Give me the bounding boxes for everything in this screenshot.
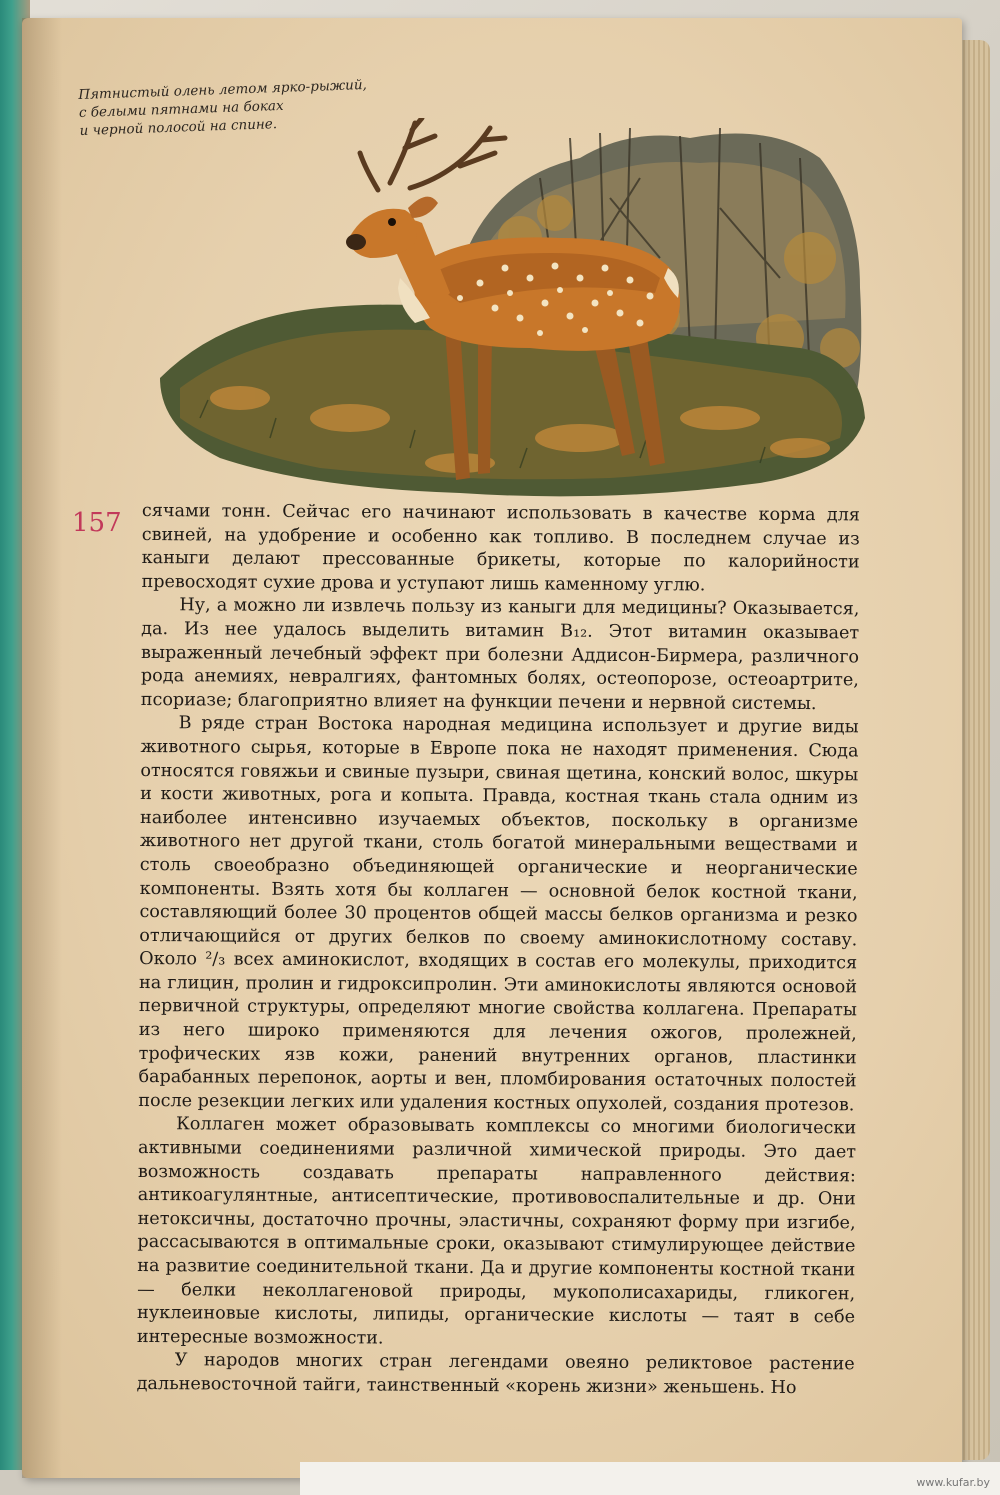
illustration-caption: Пятнистый олень летом ярко-рыжий, с белыми пятнами на боках и черной полосой на спине. [78,76,368,139]
page-number: 157 [72,508,122,538]
paragraph: У народов многих стран легендами овеяно реликтовое растение дальневосточной тайги, таинственный «корень жизни» женьшень. Но [136,1350,855,1398]
paragraph: Коллаген может образовывать комплексы со многими биологически активными соединениями различной химической природы. Это дает возможность создавать препараты направленного действия: антикоагулянтные, антисептические, противовоспалительные и др. Они нетоксичны, достаточно прочны, эластичны, сохраняют форму при изгибе, рассасываются в оптимальные сроки, оказывают стимулирующее действие на развитие соединительной ткани. Да и другие компоненты костной ткани — белки неколлагеновой природы, мукополисахариды, гликоген, нуклеиновые кислоты, липиды, органические кислоты — таят в себе интересные возможности. [136,1114,857,1349]
body-text [137,500,860,1401]
watermark: www.kufar.by [916,1476,990,1489]
spine-shadow [22,18,62,1478]
spotted-deer-illustration [160,118,870,498]
paragraph: сячами тонн. Сейчас его начинают использовать в качестве корма для свиней, на удобрение и особенно как топливо. В последнем случае из каныги делают прессованные брикеты, которые по калорийности превосходят сухие дрова и уступают лишь каменному углю. [141,500,860,596]
paragraph: В ряде стран Востока народная медицина использует и другие виды животного сырья, которые в Европе пока не находят применения. Сюда относятся говяжьи и свиные пузыри, свиная щетина, конский волос, шкуры и кости животных, рога и копыта. Правда, костная ткань стала одним из наиболее интенсивно изучаемых объектов, поскольку в организме животного нет другой ткани, столь богатой минеральными веществами и столь своеобразно объединяющей органические и неорганические компоненты. Взять хотя бы коллаген — основной белок костной ткани, составляющий более 30 процентов общей массы белков организма и резко отличающийся от других белков по своему аминокислотному составу. Около ²/₃ всех аминокислот, входящих в состав его молекулы, приходится на глицин, пролин и гидроксипролин. Эти аминокислоты являются основой первичной структуры, определяют многие свойства коллагена. Препараты из него широко применяются для лечения ожогов, пролежней, трофических язв кожи, ранений внутренних органов, пластинки барабанных перепонок, аорты и вен, пломбирования остаточных полостей после резекции легких или удаления костных опухолей, создания протезов. [138,713,859,1116]
paragraph: Ну, а можно ли извлечь пользу из каныги для медицины? Оказывается, да. Из нее удалось выделить витамин B₁₂. Этот витамин оказывает выраженный лечебный эффект при болезни Аддисон-Бирмера, различного рода анемиях, невралгиях, фантомных болях, остеопорозе, остеоартрите, псориазе; благоприятно влияет на функции печени и нервной системы. [140,595,860,714]
white-surface-strip [300,1462,1000,1495]
